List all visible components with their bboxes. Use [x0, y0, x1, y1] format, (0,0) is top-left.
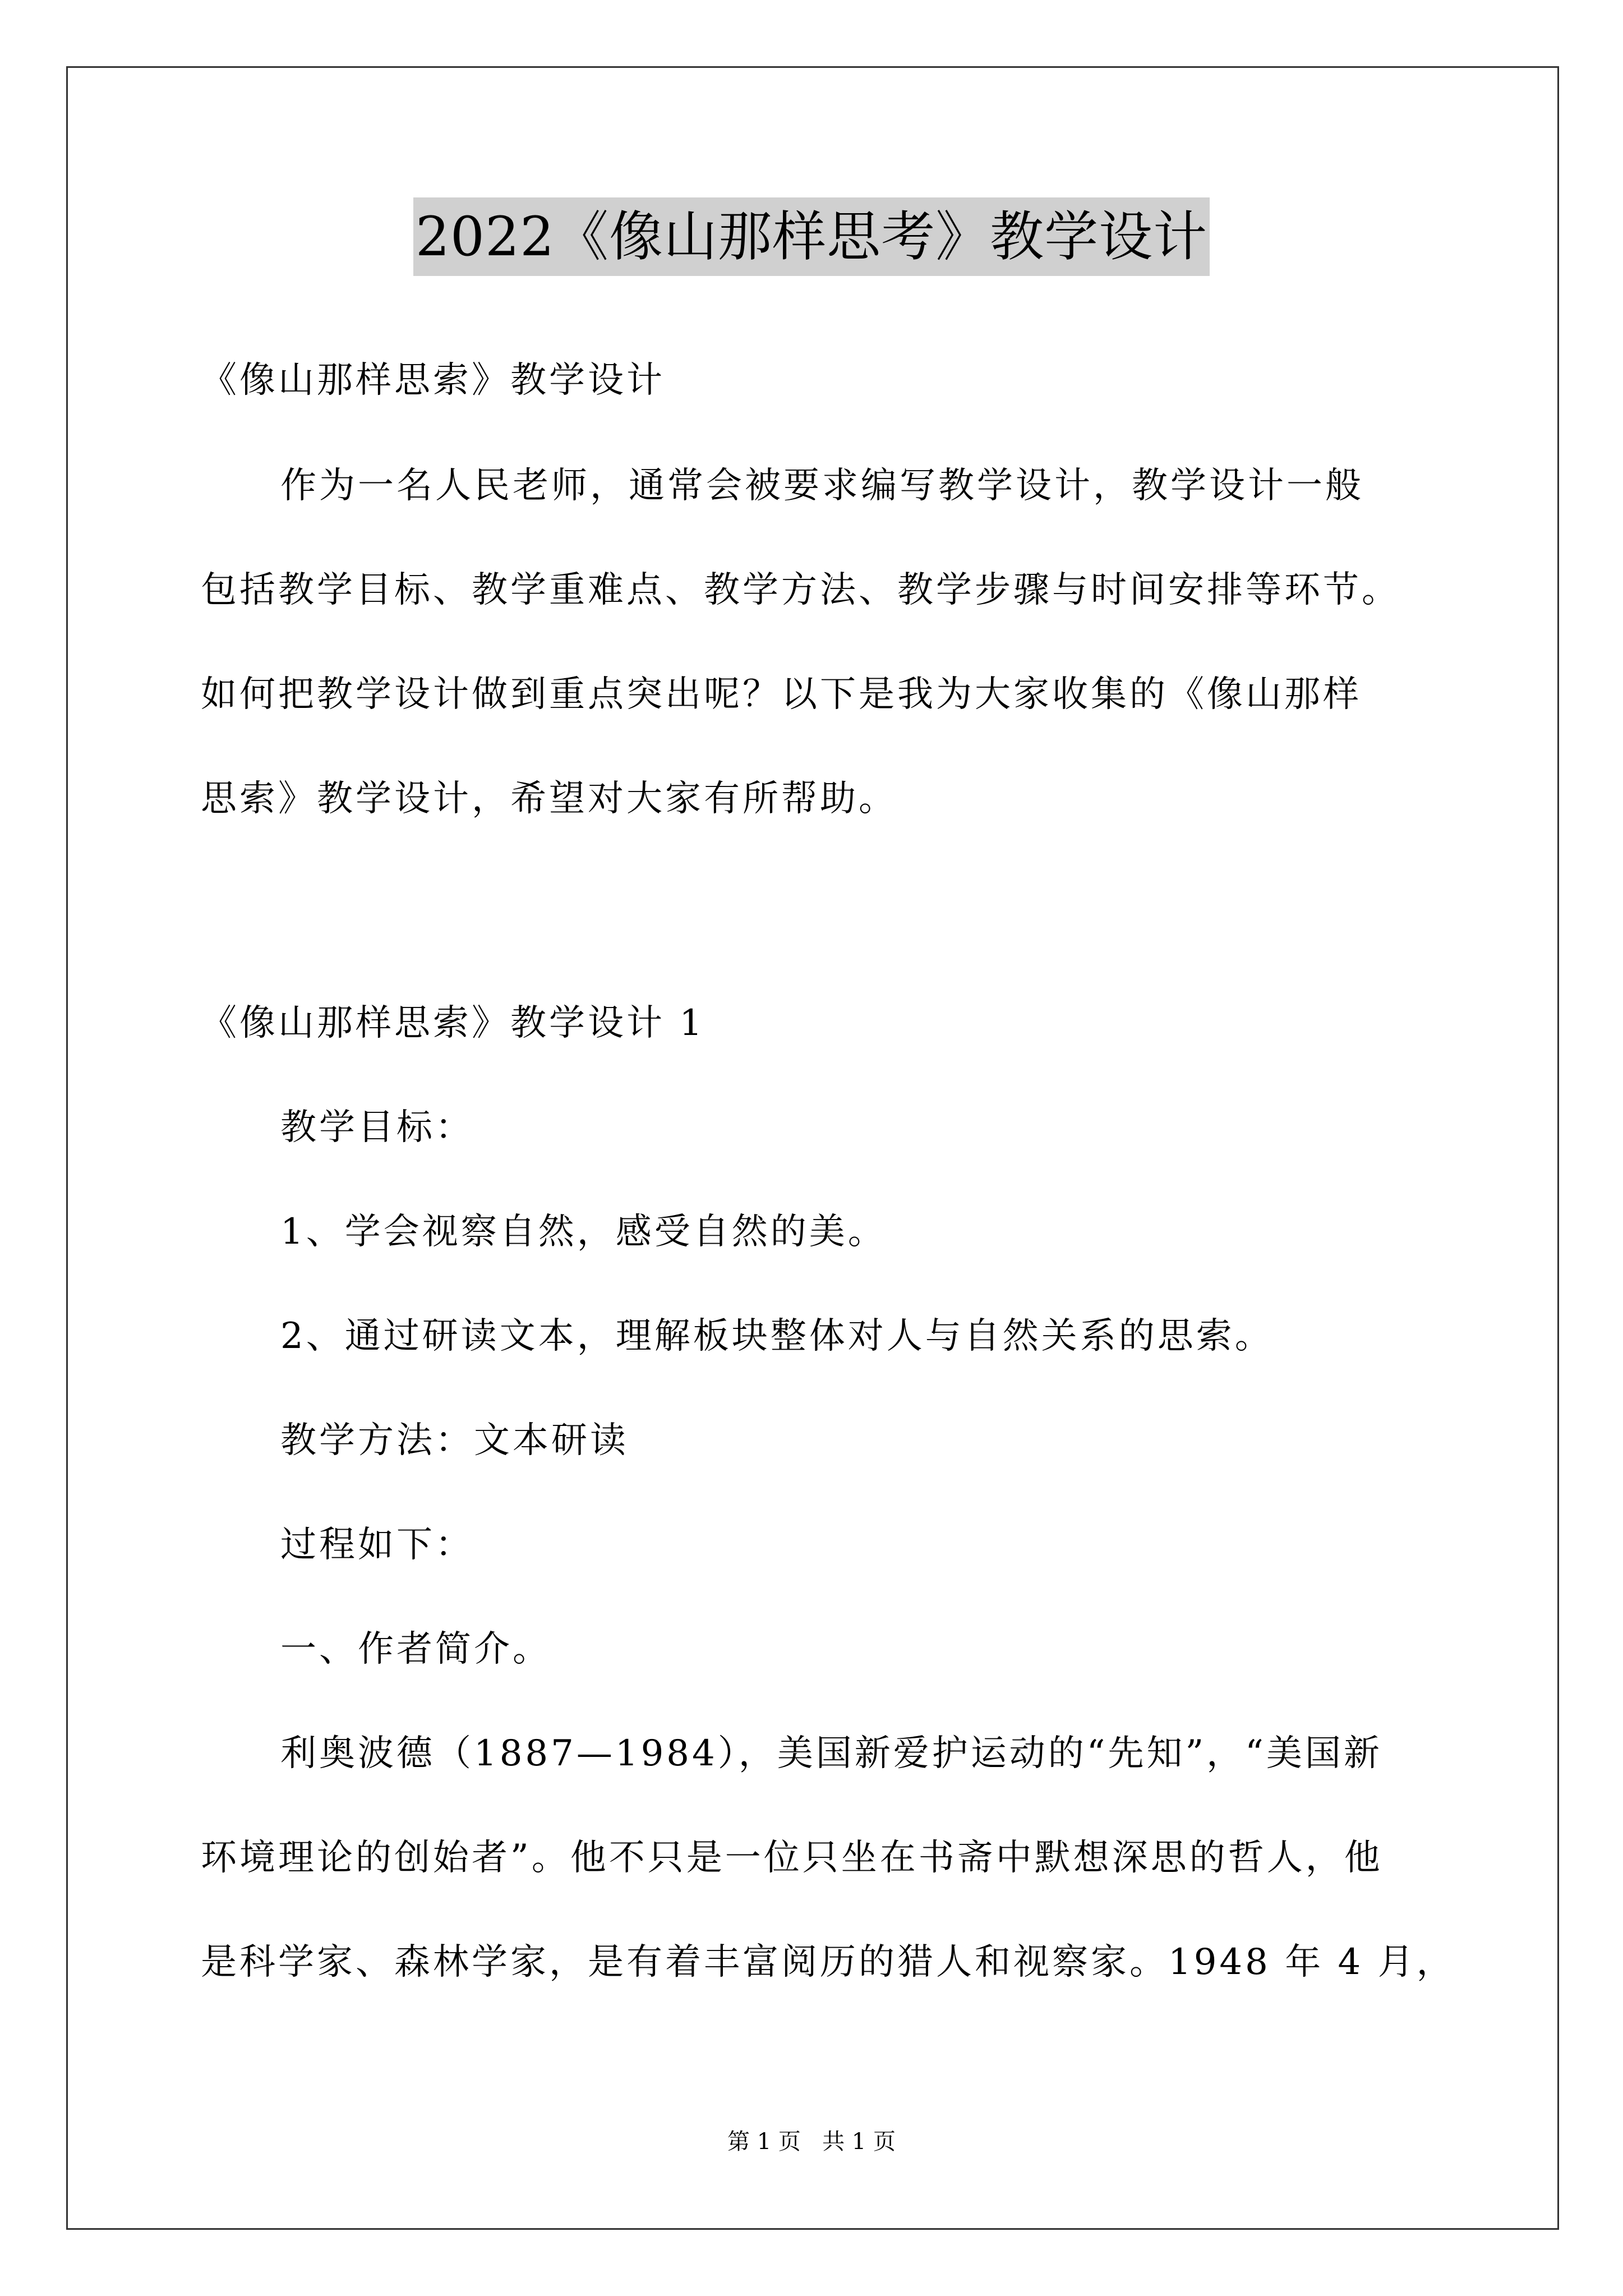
- title-container: [0, 197, 1623, 276]
- author-bio-line-2: 环境理论的创始者”。他不只是一位只坐在书斋中默想深思的哲人，他: [201, 1837, 1383, 1879]
- intro-line-3: 如何把教学设计做到重点突出呢？以下是我为大家收集的《像山那样: [201, 674, 1362, 715]
- author-heading: 一、作者简介。: [280, 1628, 551, 1670]
- teaching-method: 教学方法：文本研读: [280, 1420, 629, 1461]
- intro-line-4: 思索》教学设计，希望对大家有所帮助。: [201, 778, 897, 820]
- author-bio-line-1: 利奥波德（1887—1984），美国新爱护运动的“先知”，“美国新: [280, 1733, 1382, 1774]
- objective-item-1: 1、学会视察自然，感受自然的美。: [280, 1211, 887, 1253]
- document-title: 2022《像山那样思考》教学设计: [413, 197, 1210, 276]
- intro-line-2: 包括教学目标、教学重难点、教学方法、教学步骤与时间安排等环节。: [201, 569, 1400, 611]
- author-bio-line-3: 是科学家、森林学家，是有着丰富阅历的猎人和视察家。1948 年 4 月，: [201, 1941, 1455, 1983]
- objective-item-2: 2、通过研读文本，理解板块整体对人与自然关系的思索。: [280, 1315, 1274, 1357]
- intro-line-1: 作为一名人民老师，通常会被要求编写教学设计，教学设计一般: [280, 465, 1364, 507]
- section-heading: 《像山那样思索》教学设计 1: [201, 1002, 706, 1044]
- process-label: 过程如下：: [280, 1524, 474, 1566]
- subtitle: 《像山那样思索》教学设计: [201, 360, 665, 401]
- objectives-label: 教学目标：: [280, 1107, 474, 1148]
- page-footer: 第 1 页 共 1 页: [727, 2129, 896, 2155]
